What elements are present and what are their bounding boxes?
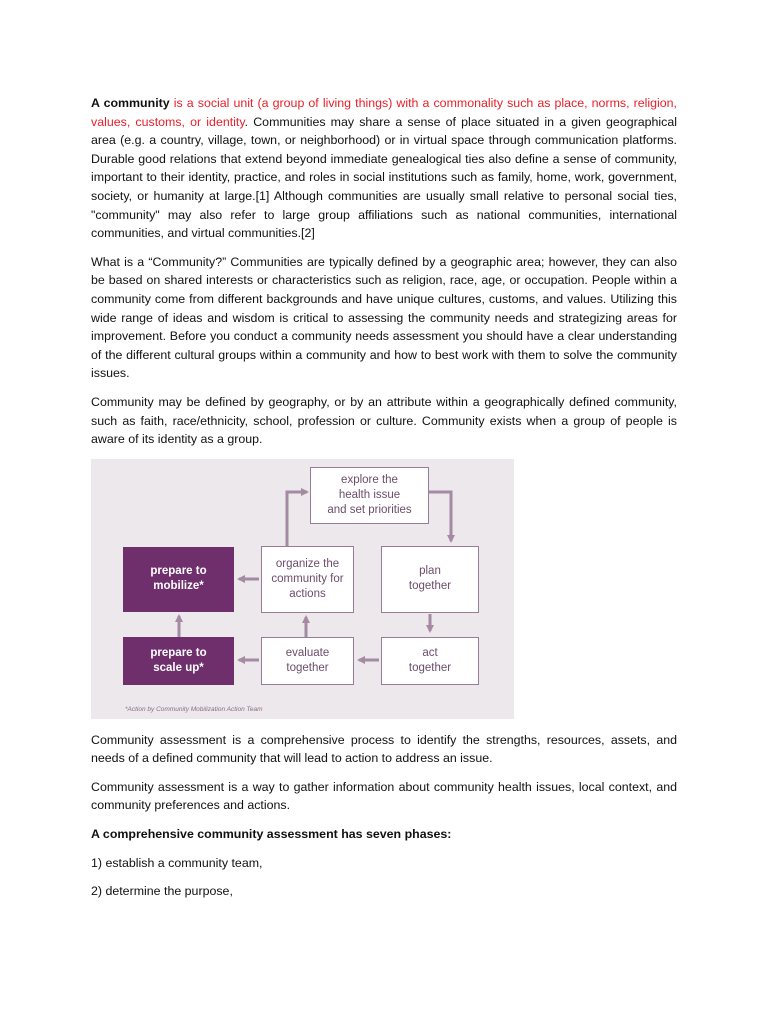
paragraph-what-is-community: What is a “Community?” Communities are typically defined by a geographic area; however, they can also be based on shared interests or characteristics such as religion, race, age, or occupation. People within a community come from different backgrounds and have unique cultures, customs, and values. Utilizing this wide range of ideas and wisdom is critical to assessing the community needs and strategizing areas for improvement. Before you conduct a community needs assessment you should have a clear understanding of the different cultural groups within a community and how to best work with them to solve the community issues. (91, 254, 677, 381)
definition-term: A community (91, 96, 170, 110)
evaluate-together-box: evaluate together (261, 637, 354, 685)
diagram-footnote: *Action by Community Mobilization Action Team (125, 705, 263, 713)
list-item: 2) determine the purpose, (91, 884, 233, 899)
list-item: 1) establish a community team, (91, 855, 263, 870)
plan-together-box: plan together (381, 546, 479, 613)
community-mobilization-diagram (91, 459, 514, 719)
paragraph-assessment-info: Community assessment is a way to gather information about community health issues, local context, and community preferences and actions. (91, 779, 677, 813)
arrow-organize-to-explore (287, 492, 307, 546)
paragraph-assessment-process: Community assessment is a comprehensive process to identify the strengths, resources, assets, and needs of a defined community that will lead to action to address an issue. (91, 732, 677, 766)
seven-phases-heading: A comprehensive community assessment has seven phases: (91, 827, 452, 842)
arrow-explore-to-plan (429, 492, 451, 541)
definition-highlight: is a social unit (a group of living things) with a commonality such as place, norms, religion, values, customs, or identity (91, 96, 677, 129)
paragraph-seven-phases (91, 825, 677, 844)
explore-health-issue-box: explore the health issue and set priorities (310, 467, 429, 524)
prepare-to-mobilize-box: prepare to mobilize* (123, 547, 234, 612)
act-together-box: act together (381, 637, 479, 685)
paragraph-geography: Community may be defined by geography, or by an attribute within a geographically defined community, such as faith, race/ethnicity, school, profession or culture. Community exists when a group of people is aware of its identity as a group. (91, 394, 677, 447)
definition-body: . Communities may share a sense of place situated in a given geographical area (e.g. a country, village, town, or neighborhood) or in virtual space through communication platforms. Durable good relations that extend beyond immediate genealogical ties also define a sense of community, important to their identity, practice, and roles in social institutions such as family, home, work, government, society, or humanity at large.[1] Although communities are usually small relative to personal social ties, "community" may also refer to large group affiliations such as national communities, international communities, and virtual communities.[2] (91, 114, 677, 241)
document-page (91, 94, 677, 911)
prepare-to-scale-up-box: prepare to scale up* (123, 637, 234, 685)
paragraph-community-definition (91, 94, 677, 243)
organize-community-box: organize the community for actions (261, 546, 354, 613)
